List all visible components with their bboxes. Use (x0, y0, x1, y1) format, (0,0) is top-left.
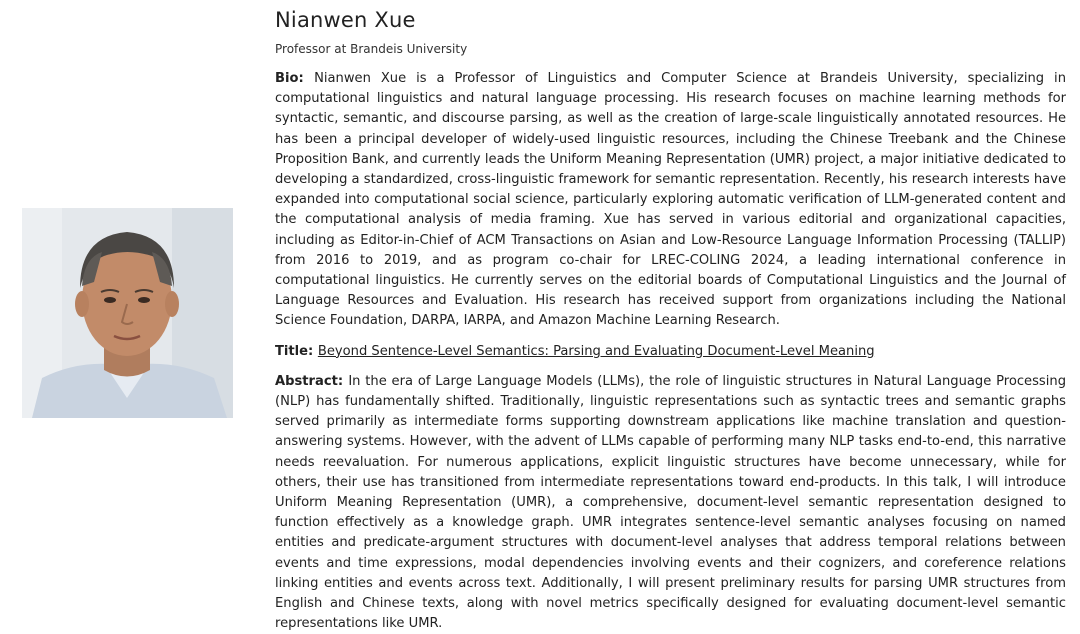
abstract-text: In the era of Large Language Models (LLMs), the role of linguistic structures in Natural Language Processing (NLP) has fundamentally shifted. Traditionally, linguistic representations such as syntactic trees and semantic graphs served primarily as intermediate forms supporting downstream applications like machine translation and question-answering systems. However, with the advent of LLMs capable of performing many NLP tasks end-to-end, this narrative needs reevaluation. For numerous applications, explicit linguistic structures have become unnecessary, while for others, their use has transitioned from intermediate representations toward end-products. In this talk, I will introduce Uniform Meaning Representation (UMR), a comprehensive, document-level semantic representation designed to function effectively as a knowledge graph. UMR integrates sentence-level semantic analyses focusing on named entities and predicate-argument structures with document-level analyses that address temporal relations between events and time expressions, modal dependencies involving events and their cognizers, and coreference relations linking entities and events across text. Additionally, I will present preliminary results for parsing UMR structures from English and Chinese texts, along with novel metrics specifically designed for evaluating document-level semantic representations like UMR. (275, 373, 1067, 632)
speaker-position: Professor at Brandeis University (275, 42, 468, 56)
talk-title-label: Title: (275, 343, 318, 359)
speaker-photo (22, 208, 233, 418)
abstract-section (275, 372, 1066, 634)
talk-title-section (275, 342, 1066, 362)
bio-label: Bio: (275, 71, 315, 86)
talk-title-link[interactable]: Beyond Sentence-Level Semantics: Parsing and Evaluating Document-Level Meaning (317, 343, 875, 359)
bio-text: Nianwen Xue is a Professor of Linguistics and Computer Science at Brandeis University, specializing in computational linguistics and natural language processing. His research focuses on machine learning methods for syntactic, semantic, and discourse parsing, as well as the creation of large-scale linguistically annotated resources. He has been a principal developer of widely-used linguistic resources, including the Chinese Treebank and the Chinese Proposition Bank, and currently leads the Uniform Meaning Representation (UMR) project, a major initiative dedicated to developing a standardized, cross-linguistic framework for semantic representation. Recently, his research interests have expanded into computational social science, particularly exploring automatic verification of LLM-generated content and the computational analysis of media framing. Xue has served in various editorial and organizational capacities, including as Editor-in-Chief of ACM Transactions on Asian and Low-Resource Language Information Processing (TALLIP) from 2016 to 2019, and as program co-chair for LREC-COLING 2024, a leading international conference in computational linguistics. He currently serves on the editorial boards of Computational Linguistics and the Journal of Language Resources and Evaluation. His research has received support from organizations including the National Science Foundation, DARPA, IARPA, and Amazon Machine Learning Research. (275, 71, 1066, 329)
speaker-name: Nianwen Xue (275, 8, 416, 32)
bio-section (275, 69, 1066, 332)
speaker-info (275, 6, 1066, 634)
speaker-portrait-image (22, 208, 233, 418)
abstract-label: Abstract: (275, 373, 349, 389)
